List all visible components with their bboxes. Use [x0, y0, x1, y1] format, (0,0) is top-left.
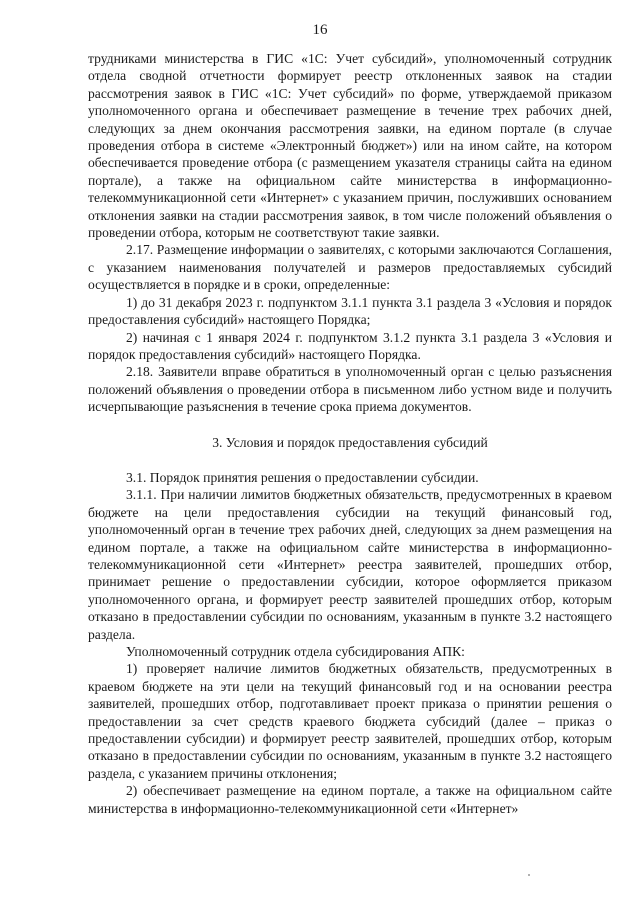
- paragraph-3-1: 3.1. Порядок принятия решения о предоставлении субсидии.: [126, 469, 479, 485]
- paragraph-continuation: трудниками министерства в ГИС «1С: Учет субсидий», уполномоченный сотрудник отдела сводной отчетности формирует реестр отклоненных заявок на стадии рассмотрения заявок в ГИС «1С: Учет субсидий» по форме, утверждаемой приказом уполномоченного органа и обеспечивает размещение в течение трех рабочих дней, следующих за днем окончания рассмотрения заявки, на едином портале (в случае проведения отбора в системе «Электронный бюджет») или на ином сайте, на котором обеспечивается проведение отбора (с размещением указателя страницы сайта на едином портале), а также на официальном сайте министерства в информационно-телекоммуникационной сети «Интернет» с указанием причин, послуживших основанием отклонения заявки на стадии рассмотрения заявок, в том числе положений объявления о проведении отбора, которым не соответствуют такие заявки.: [88, 51, 612, 241]
- paragraph-responsible-officer: Уполномоченный сотрудник отдела субсидирования АПК:: [126, 644, 465, 659]
- paragraph-2-17-item-1: 1) до 31 декабря 2023 г. подпунктом 3.1.1 пункта 3.1 раздела 3 «Условия и порядок предоставления субсидий» настоящего Порядка;: [88, 294, 612, 328]
- page-number: 16: [312, 22, 328, 38]
- scan-speck: [528, 874, 530, 876]
- document-body: [88, 50, 612, 817]
- paragraph-2-17: 2.17. Размещение информации о заявителях, с которыми заключаются Соглашения, с указанием наименования получателей и размеров предоставляемых субсидий осуществляется в порядке и в сроки, определенные:: [88, 242, 612, 293]
- paragraph-3-1-1: 3.1.1. При наличии лимитов бюджетных обязательств, предусмотренных в краевом бюджете на цели предоставления субсидии на текущий финансовый год, уполномоченный орган в течение трех рабочих дней, следующих за днем размещения на едином портале, а также на официальном сайте министерства в информационно-телекоммуникационной сети «Интернет» реестра заявителей, прошедших отбор, принимает решение о предоставлении субсидии, которое оформляется приказом уполномоченного органа, и формирует реестр заявителей прошедших отбор, которым отказано в предоставлении субсидии по основаниям, указанным в пункте 3.2 настоящего раздела.: [88, 487, 612, 642]
- paragraph-2-17-item-2: 2) начиная с 1 января 2024 г. подпунктом 3.1.2 пункта 3.1 раздела 3 «Условия и порядок предоставления субсидий» настоящего Порядка.: [88, 329, 612, 362]
- section-heading: 3. Условия и порядок предоставления субсидий: [212, 434, 488, 450]
- paragraph-2-18: 2.18. Заявители вправе обратиться в уполномоченный орган с целью разъяснения положений объявления о проведении отбора в письменном либо устном виде и получить исчерпывающие разъяснения в течение срока приема документов.: [88, 364, 612, 415]
- paragraph-officer-item-2: 2) обеспечивает размещение на едином портале, а также на официальном сайте министерства в информационно-телекоммуникационной сети «Интернет»: [88, 783, 612, 816]
- paragraph-officer-item-1: 1) проверяет наличие лимитов бюджетных обязательств, предусмотренных в краевом бюджете на эти цели на текущий финансовый год и на основании реестра заявителей, прошедших отбор, подготавливает проект приказа о принятии решения о предоставлении за счет средств краевого бюджета субсидий (далее – приказ о предоставлении субсидии) и формирует реестр заявителей, прошедших отбор, которым отказано в предоставлении субсидии по основаниям, указанным в пункте 3.2 настоящего раздела, с указанием причины отклонения;: [88, 661, 612, 781]
